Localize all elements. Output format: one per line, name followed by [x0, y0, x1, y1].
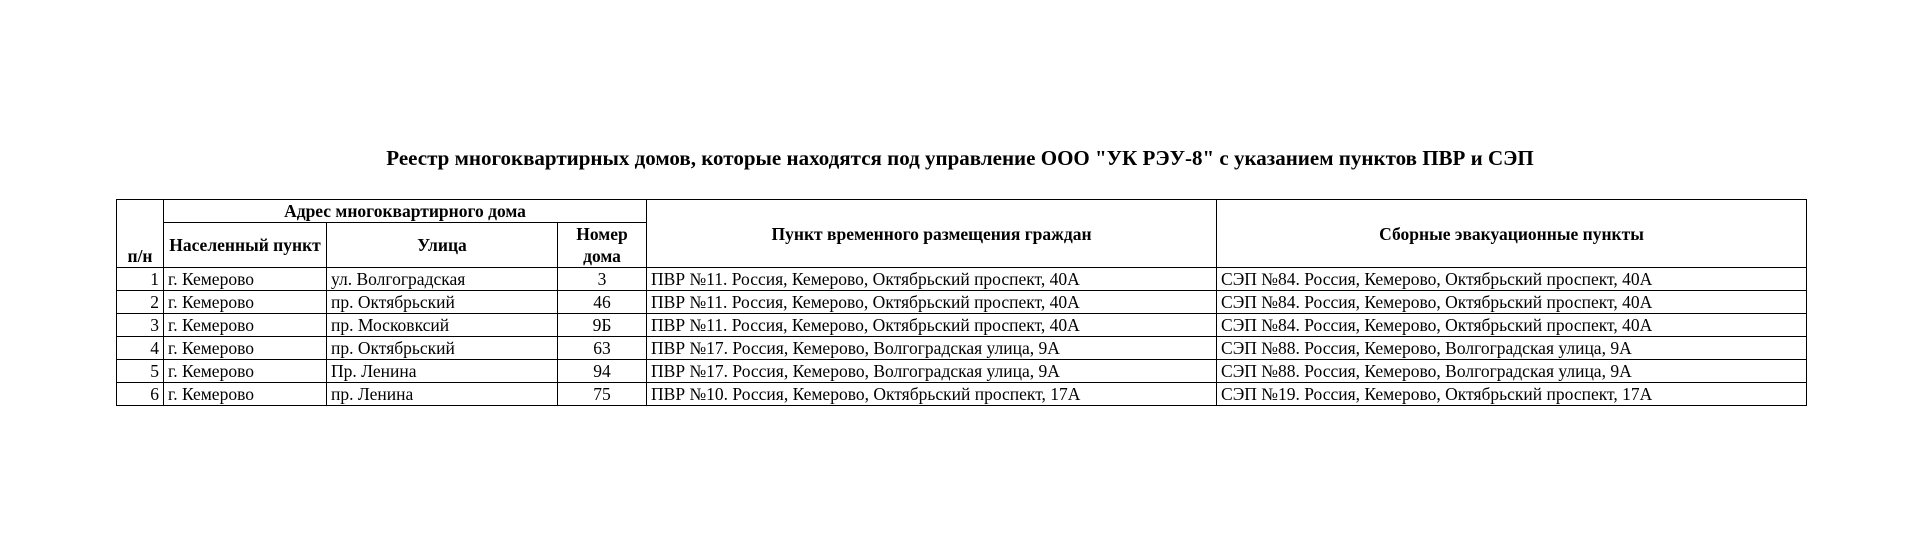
street-cell: ул. Волгоградская	[327, 268, 558, 291]
locality-cell: г. Кемерово	[164, 360, 327, 383]
house-number-cell: 46	[558, 291, 647, 314]
pvr-cell: ПВР №17. Россия, Кемерово, Волгоградская улица, 9А	[647, 337, 1217, 360]
sep-cell: СЭП №88. Россия, Кемерово, Волгоградская улица, 9А	[1217, 337, 1807, 360]
table-row	[117, 360, 1807, 383]
row-num-cell: 2	[117, 291, 164, 314]
street-cell: Пр. Ленина	[327, 360, 558, 383]
sep-cell: СЭП №19. Россия, Кемерово, Октябрьский проспект, 17А	[1217, 383, 1807, 406]
row-num-cell: 6	[117, 383, 164, 406]
house-number-cell: 9Б	[558, 314, 647, 337]
pvr-cell: ПВР №11. Россия, Кемерово, Октябрьский проспект, 40А	[647, 314, 1217, 337]
sep-cell: СЭП №88. Россия, Кемерово, Волгоградская улица, 9А	[1217, 360, 1807, 383]
house-number-cell: 3	[558, 268, 647, 291]
sep-cell: СЭП №84. Россия, Кемерово, Октябрьский проспект, 40А	[1217, 314, 1807, 337]
table-row	[117, 383, 1807, 406]
row-num-cell: 1	[117, 268, 164, 291]
house-number-cell: 63	[558, 337, 647, 360]
row-num-cell: 3	[117, 314, 164, 337]
document-title: Реестр многоквартирных домов, которые находятся под управление ООО "УК РЭУ-8" с указанием пунктов ПВР и СЭП	[386, 146, 1534, 170]
house-number-cell: 75	[558, 383, 647, 406]
table-row	[117, 337, 1807, 360]
street-cell: пр. Ленина	[327, 383, 558, 406]
locality-cell: г. Кемерово	[164, 383, 327, 406]
house-number-cell: 94	[558, 360, 647, 383]
street-cell: пр. Московксий	[327, 314, 558, 337]
street-cell: пр. Октябрьский	[327, 291, 558, 314]
table-row	[117, 268, 1807, 291]
table-row	[117, 314, 1807, 337]
table-row	[117, 291, 1807, 314]
header-house: Номер дома	[558, 223, 647, 268]
locality-cell: г. Кемерово	[164, 291, 327, 314]
sep-cell: СЭП №84. Россия, Кемерово, Октябрьский проспект, 40А	[1217, 291, 1807, 314]
locality-cell: г. Кемерово	[164, 268, 327, 291]
pvr-cell: ПВР №11. Россия, Кемерово, Октябрьский проспект, 40А	[647, 291, 1217, 314]
table-body	[117, 268, 1807, 406]
pvr-cell: ПВР №10. Россия, Кемерово, Октябрьский проспект, 17А	[647, 383, 1217, 406]
row-num-cell: 5	[117, 360, 164, 383]
header-num: п/н	[117, 200, 164, 268]
pvr-cell: ПВР №11. Россия, Кемерово, Октябрьский проспект, 40А	[647, 268, 1217, 291]
street-cell: пр. Октябрьский	[327, 337, 558, 360]
header-address-group: Адрес многоквартирного дома	[164, 200, 647, 223]
header-pvr: Пункт временного размещения граждан	[647, 200, 1217, 268]
header-row-top	[117, 200, 1807, 223]
header-sep: Сборные эвакуационные пункты	[1217, 200, 1807, 268]
row-num-cell: 4	[117, 337, 164, 360]
locality-cell: г. Кемерово	[164, 337, 327, 360]
registry-table	[116, 199, 1807, 406]
header-street: Улица	[327, 223, 558, 268]
sep-cell: СЭП №84. Россия, Кемерово, Октябрьский проспект, 40А	[1217, 268, 1807, 291]
locality-cell: г. Кемерово	[164, 314, 327, 337]
header-locality: Населенный пункт	[164, 223, 327, 268]
pvr-cell: ПВР №17. Россия, Кемерово, Волгоградская улица, 9А	[647, 360, 1217, 383]
